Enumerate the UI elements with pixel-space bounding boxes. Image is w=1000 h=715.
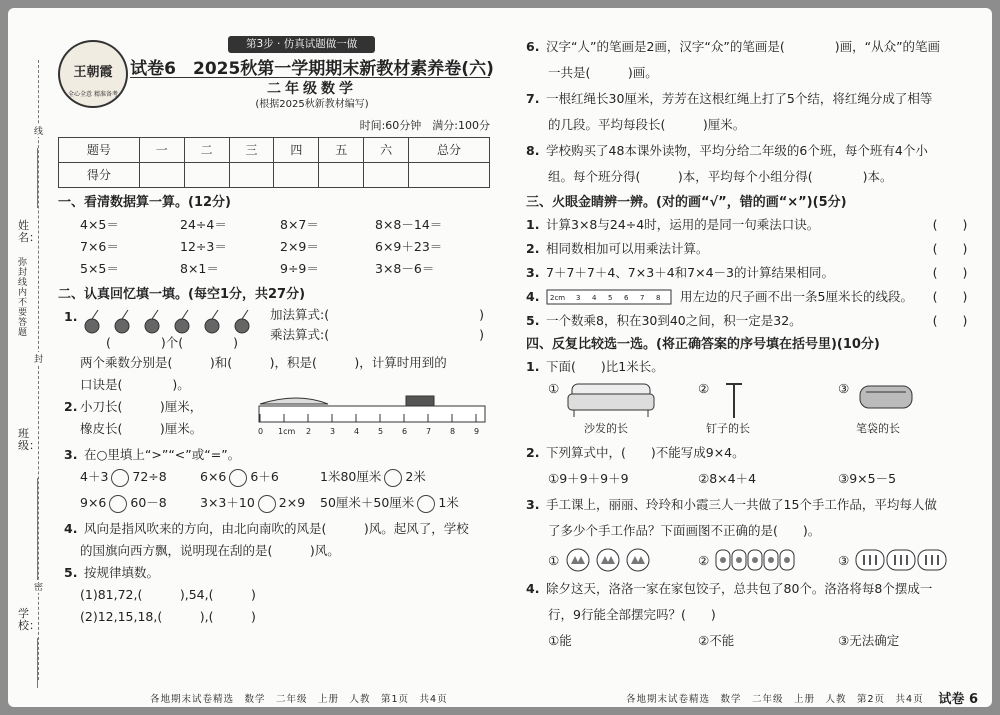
- compare-circle[interactable]: [384, 469, 402, 487]
- logo-text: 王朝霞: [73, 65, 113, 80]
- no-answer-note: 弥封线内不要答题: [18, 258, 28, 338]
- exam-header: [58, 36, 494, 120]
- compare-right: 6＋6: [250, 469, 279, 484]
- question-number: 4.: [526, 289, 540, 304]
- option-label: ②: [698, 381, 710, 396]
- section-2-title: 二、认真回忆填一填。(每空1分，共27分): [58, 287, 306, 302]
- score-cell[interactable]: [274, 163, 319, 188]
- choice-q2: [526, 442, 974, 464]
- question-text: 汉字“人”的笔画是2画，汉字“众”的笔画是( )画，“从众”的笔画: [546, 39, 941, 54]
- compare-left: 9×6: [80, 495, 107, 510]
- option-label: ②: [698, 553, 710, 568]
- score-header: 六: [364, 138, 409, 163]
- question-number: 7.: [526, 91, 540, 106]
- binding-margin: [8, 8, 52, 707]
- option[interactable]: ③无法确定: [838, 633, 900, 648]
- option-label: ③: [838, 381, 850, 396]
- choice-q1: [526, 356, 974, 378]
- pencil-case-icon: [856, 380, 916, 414]
- compare-left: 1米80厘米: [320, 469, 382, 484]
- question-text: 行，9行能全部摆完吗？( ): [548, 607, 716, 622]
- compare-circle[interactable]: [109, 495, 127, 513]
- grouped-bars-icon: [855, 548, 947, 572]
- question-text: 的几段。平均每段长( )厘米。: [548, 117, 746, 132]
- grouped-triangles-icon: [565, 548, 657, 572]
- compare-row: [58, 466, 490, 488]
- score-cell[interactable]: [229, 163, 274, 188]
- answer-paren[interactable]: ( ): [932, 289, 968, 304]
- question-text: 7＋7＋7＋4、7×3＋4和7×4－3的计算结果相同。: [546, 265, 834, 280]
- answer-paren[interactable]: ( ): [932, 265, 968, 280]
- ruler-tick: 5: [378, 427, 384, 436]
- score-header: 五: [319, 138, 364, 163]
- exam-tag: 试卷 6: [938, 692, 978, 707]
- ruler-tick: 3: [330, 427, 336, 436]
- option-pencil-case[interactable]: [838, 378, 988, 442]
- question-number: 3.: [526, 497, 540, 512]
- option-caption: 钉子的长: [706, 422, 750, 435]
- question-number: 3.: [64, 447, 78, 462]
- footer-left: 各地期末试卷精选 数学 二年级 上册 人教 第1页 共4页: [150, 694, 448, 705]
- compare-right: 72÷8: [132, 469, 167, 484]
- section-1-title: 一、看清数据算一算。(12分): [58, 195, 231, 210]
- exam-title: 试卷6 2025秋第一学期期末新教材素养卷(六): [130, 59, 494, 79]
- question-number: 8.: [526, 143, 540, 158]
- option-groups-1[interactable]: [548, 546, 698, 572]
- choice-pictures: [526, 378, 974, 442]
- option-caption: 沙发的长: [584, 422, 628, 435]
- question-number: 3.: [526, 265, 540, 280]
- ruler-tick: 0: [258, 427, 264, 436]
- compare-circle[interactable]: [258, 495, 276, 513]
- compare-left: 3×3＋10: [200, 495, 255, 510]
- exam-subtitle: 二年级数学: [267, 81, 357, 97]
- compare-circle[interactable]: [229, 469, 247, 487]
- judge-item: [526, 262, 974, 284]
- right-page: [526, 36, 974, 652]
- option-label: ①: [548, 381, 560, 396]
- ruler-tick: 8: [450, 427, 456, 436]
- ruler-tick: 2cm: [550, 294, 566, 302]
- question-text: 按规律填数。: [84, 565, 160, 580]
- choice-options: [526, 630, 974, 652]
- q2-1-line: 口诀是( )。: [80, 377, 190, 392]
- answer-paren[interactable]: ( ): [932, 313, 968, 328]
- question-text: 的国旗向西方飘，说明现在刮的是( )风。: [80, 543, 340, 558]
- knife-length: 小刀长( )厘米，: [80, 399, 203, 414]
- question-text: 用左边的尺子画不出一条5厘米长的线段。: [680, 289, 913, 304]
- compare-left: 6×6: [200, 469, 227, 484]
- ruler-icon: [258, 390, 488, 440]
- question-text: 一根红绳长30厘米，芳芳在这根红绳上打了5个结，将红绳分成了相等: [546, 91, 933, 106]
- compare-right: 2米: [405, 469, 426, 484]
- score-cell[interactable]: [184, 163, 229, 188]
- groups-blank: ( )个( ): [106, 335, 239, 350]
- calc-item: 3×8－6＝: [375, 261, 435, 276]
- q2-1-line: 两个乘数分别是( )和( )，积是( )，计算时用到的: [80, 355, 447, 370]
- ruler-tick: 2: [306, 427, 312, 436]
- ruler-tick: 1cm: [278, 427, 296, 436]
- q2-5: [58, 562, 490, 584]
- option-groups-3[interactable]: [838, 546, 988, 572]
- question-text: 计算3×8与24÷4时，运用的是同一句乘法口诀。: [546, 217, 820, 232]
- question-number: 2.: [64, 399, 78, 414]
- class-label: 班级：: [18, 427, 40, 452]
- option-groups-2[interactable]: [698, 546, 838, 572]
- sequence-1: (1)81,72,( ),54,( ): [80, 587, 256, 602]
- calc-item: 24÷4＝: [180, 217, 227, 232]
- calc-item: 12÷3＝: [180, 239, 227, 254]
- sofa-icon: [566, 380, 656, 418]
- q2-4: [58, 518, 490, 540]
- calc-item: 9÷9＝: [280, 261, 319, 276]
- question-number: 4.: [64, 521, 78, 536]
- question-number: 1.: [64, 309, 78, 324]
- calc-item: 8×8－14＝: [375, 217, 443, 232]
- q2-1: [58, 306, 490, 352]
- logo: [58, 40, 128, 108]
- section-4-title: 四、反复比较选一选。(将正确答案的序号填在括号里)(10分): [526, 337, 880, 352]
- question-number: 4.: [526, 581, 540, 596]
- question-number: 2.: [526, 241, 540, 256]
- grouped-stars-icon: [715, 548, 795, 572]
- calc-item: 6×9＋23＝: [375, 239, 443, 254]
- choice-q4: [526, 578, 974, 600]
- score-cell[interactable]: [139, 163, 184, 188]
- ruler-tick: 8: [656, 294, 661, 302]
- option[interactable]: ②8×4＋4: [698, 471, 757, 486]
- compare-circle[interactable]: [111, 469, 129, 487]
- cut-mark: 线: [33, 124, 44, 137]
- compare-right: 60－8: [130, 495, 167, 510]
- question-number: 5.: [64, 565, 78, 580]
- cut-mark: 密: [33, 580, 44, 593]
- option-label: ①: [548, 553, 560, 568]
- question-text: 风向是指风吹来的方向，由北向南吹的风是( )风。起风了，学校: [84, 521, 469, 536]
- compare-left: 50厘米＋50厘米: [320, 495, 415, 510]
- judge-item: [526, 214, 974, 236]
- judge-item: [526, 286, 974, 308]
- choice-q3: [526, 494, 974, 516]
- calc-item: 8×1＝: [180, 261, 219, 276]
- score-row-label: 得分: [59, 163, 140, 188]
- answer-paren[interactable]: ( ): [932, 217, 968, 232]
- question-number: 1.: [526, 359, 540, 374]
- option-label: ③: [838, 553, 850, 568]
- footer-right: 各地期末试卷精选 数学 二年级 上册 人教 第2页 共4页: [626, 694, 924, 705]
- question-text: 了多少个手工作品？下面画图不正确的是( )。: [548, 523, 821, 538]
- mul-expression: 乘法算式:( ): [270, 327, 484, 342]
- judge-item: [526, 310, 974, 332]
- score-header: 一: [139, 138, 184, 163]
- question-number: 6.: [526, 39, 540, 54]
- sequence-2: (2)12,15,18,( ),( ): [80, 609, 256, 624]
- exam-meta: 时间:60分钟 满分:100分: [359, 119, 490, 132]
- ruler-tick: 9: [474, 427, 480, 436]
- calc-item: 7×6＝: [80, 239, 119, 254]
- logo-subtext: 全心全意 精准备考: [68, 91, 118, 98]
- option-sofa[interactable]: [548, 378, 698, 442]
- ruler-tick: 4: [592, 294, 597, 302]
- question-text: 一共是( )画。: [548, 65, 658, 80]
- left-page: [58, 36, 494, 628]
- nail-icon: [720, 380, 750, 420]
- cut-mark: 封: [33, 352, 44, 365]
- eraser-length: 橡皮长( )厘米。: [80, 421, 203, 436]
- ruler-tick: 3: [576, 294, 581, 302]
- school-label: 学校：: [18, 607, 40, 632]
- option-nail[interactable]: [698, 378, 838, 442]
- q2-2: [58, 396, 490, 444]
- ruler-tick: 6: [402, 427, 408, 436]
- exam-note: (根据2025秋新教材编写): [255, 99, 369, 110]
- question-text: 在○里填上“>”“<”或“=”。: [84, 447, 241, 462]
- option[interactable]: ①能: [548, 633, 572, 648]
- ruler-tick: 4: [354, 427, 360, 436]
- q2-8: [526, 140, 974, 162]
- question-text: 学校购买了48本课外读物，平均分给二年级的6个班，每个班有4个小: [546, 143, 928, 158]
- q2-7: [526, 88, 974, 110]
- choice-pictures: [526, 546, 974, 572]
- score-cell[interactable]: [409, 163, 490, 188]
- answer-paren[interactable]: ( ): [932, 241, 968, 256]
- calc-item: 2×9＝: [280, 239, 319, 254]
- score-cell[interactable]: [364, 163, 409, 188]
- compare-right: 2×9: [278, 495, 306, 510]
- question-text: 手工课上，丽丽、玲玲和小霞三人一共做了15个手工作品，平均每人做: [546, 497, 937, 512]
- question-text: 相同数相加可以用乘法计算。: [546, 241, 709, 256]
- ruler-tick: 7: [640, 294, 645, 302]
- score-header: 三: [229, 138, 274, 163]
- calc-grid: [58, 214, 490, 280]
- question-text: 组。每个班分得( )本，平均每个小组分得( )本。: [548, 169, 893, 184]
- calc-item: 4×5＝: [80, 217, 119, 232]
- question-number: 1.: [526, 217, 540, 232]
- broken-ruler-icon: [546, 288, 674, 306]
- compare-circle[interactable]: [417, 495, 435, 513]
- add-expression: 加法算式:( ): [270, 307, 484, 322]
- option[interactable]: ①9＋9＋9＋9: [548, 471, 629, 486]
- question-text: 除夕这天，洛洛一家在家包饺子，总共包了80个。洛洛将每8个摆成一: [546, 581, 933, 596]
- score-header: 总分: [409, 138, 490, 163]
- q2-3: [58, 444, 490, 466]
- option-caption: 笔袋的长: [856, 422, 900, 435]
- score-header: 题号: [59, 138, 140, 163]
- judge-item: [526, 238, 974, 260]
- question-number: 2.: [526, 445, 540, 460]
- section-3-title: 三、火眼金睛辨一辨。(对的画“√”，错的画“×”)(5分): [526, 195, 847, 210]
- calc-item: 5×5＝: [80, 261, 119, 276]
- compare-right: 1米: [438, 495, 459, 510]
- compare-row: [58, 492, 490, 514]
- score-table: [58, 137, 490, 188]
- score-header: 四: [274, 138, 319, 163]
- question-text: 一个数乘8，积在30到40之间，积一定是32。: [546, 313, 802, 328]
- score-cell[interactable]: [319, 163, 364, 188]
- step-badge: 第3步 · 仿真试题做一做: [228, 36, 375, 53]
- question-text: 下列算式中，( )不能写成9×4。: [546, 445, 745, 460]
- question-text: 下面( )比1米长。: [546, 359, 664, 374]
- q2-6: [526, 36, 974, 58]
- compare-left: 4＋3: [80, 469, 109, 484]
- choice-options: [526, 468, 974, 490]
- ruler-tick: 7: [426, 427, 432, 436]
- ruler-tick: 6: [624, 294, 629, 302]
- score-header: 二: [184, 138, 229, 163]
- calc-item: 8×7＝: [280, 217, 319, 232]
- name-label: 姓名：: [18, 219, 40, 244]
- option[interactable]: ②不能: [698, 633, 735, 648]
- option[interactable]: ③9×5－5: [838, 471, 897, 486]
- title-rule: [130, 77, 490, 78]
- question-number: 5.: [526, 313, 540, 328]
- ruler-tick: 5: [608, 294, 613, 302]
